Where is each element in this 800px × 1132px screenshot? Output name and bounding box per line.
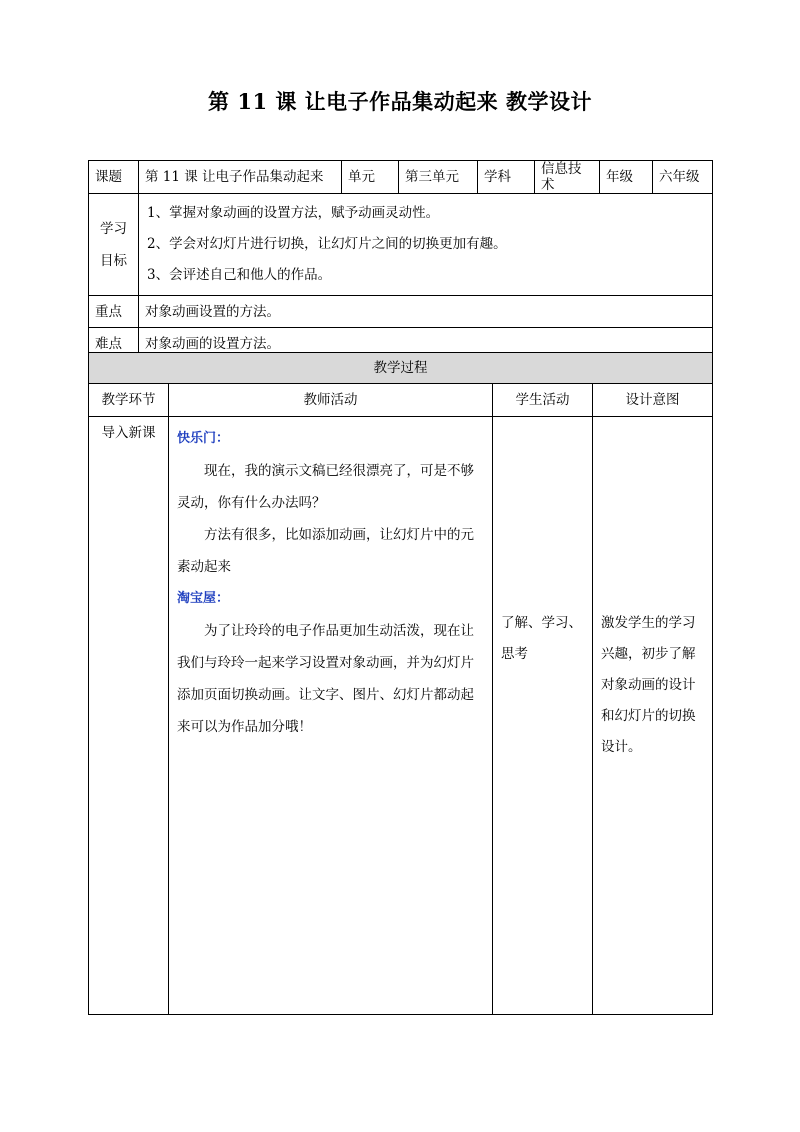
student-activity-cell: 了解、学习、思考 <box>493 417 593 1015</box>
subject-label: 学科 <box>478 161 535 194</box>
lesson-info-table <box>88 160 713 360</box>
unit-value: 第三单元 <box>399 161 478 194</box>
goals-content <box>139 194 713 296</box>
section-heading-treasure-house: 淘宝屋： <box>177 591 230 606</box>
goal-item: 2、学会对幻灯片进行切换，让幻灯片之间的切换更加有趣。 <box>147 236 507 253</box>
design-intent-cell: 激发学生的学习兴趣，初步了解对象动画的设计和幻灯片的切换设计。 <box>593 417 713 1015</box>
process-band-label: 教学过程 <box>89 353 713 384</box>
goals-label <box>89 194 139 296</box>
subject-value: 信息技术 <box>535 161 600 194</box>
teacher-paragraph: 现在，我的演示文稿已经很漂亮了，可是不够灵动，你有什么办法吗？ <box>177 463 474 511</box>
process-column-header-row <box>89 384 713 417</box>
difficulty-value: 对象动画的设置方法。 <box>139 328 713 360</box>
difficulty-label: 难点 <box>89 328 139 360</box>
col-student-header: 学生活动 <box>493 384 593 417</box>
unit-label: 单元 <box>342 161 399 194</box>
process-band-row <box>89 353 713 384</box>
teaching-process-table <box>88 352 713 1015</box>
key-point-row <box>89 296 713 328</box>
key-point-value: 对象动画设置的方法。 <box>139 296 713 328</box>
key-point-label: 重点 <box>89 296 139 328</box>
teacher-paragraph: 为了让玲玲的电子作品更加生动活泼，现在让我们与玲玲一起来学习设置对象动画，并为幻灯片添加页面切换动画。让文字、图片、幻灯片都动起来可以为作品加分哦！ <box>177 623 474 735</box>
teacher-activity-cell <box>169 417 493 1015</box>
goal-item: 1、掌握对象动画的设置方法，赋予动画灵动性。 <box>147 205 440 222</box>
goals-row <box>89 194 713 296</box>
process-body-row <box>89 417 713 1015</box>
page-title: 第 11 课 让电子作品集动起来 教学设计 <box>208 89 592 114</box>
goal-item: 3、会评述自己和他人的作品。 <box>147 267 332 284</box>
col-teacher-header: 教师活动 <box>169 384 493 417</box>
info-header-row <box>89 161 713 194</box>
topic-value: 第 11 课 让电子作品集动起来 <box>139 161 342 194</box>
goals-label-line1: 学习 <box>100 220 127 237</box>
col-intent-header: 设计意图 <box>593 384 713 417</box>
col-stage-header: 教学环节 <box>89 384 169 417</box>
topic-label: 课题 <box>89 161 139 194</box>
section-heading-happy-door: 快乐门： <box>177 431 230 446</box>
stage-cell: 导入新课 <box>89 417 169 1015</box>
grade-label: 年级 <box>600 161 653 194</box>
goals-label-line2: 目标 <box>100 252 127 269</box>
teacher-paragraph: 方法有很多，比如添加动画，让幻灯片中的元素动起来 <box>177 527 474 575</box>
grade-value: 六年级 <box>653 161 713 194</box>
